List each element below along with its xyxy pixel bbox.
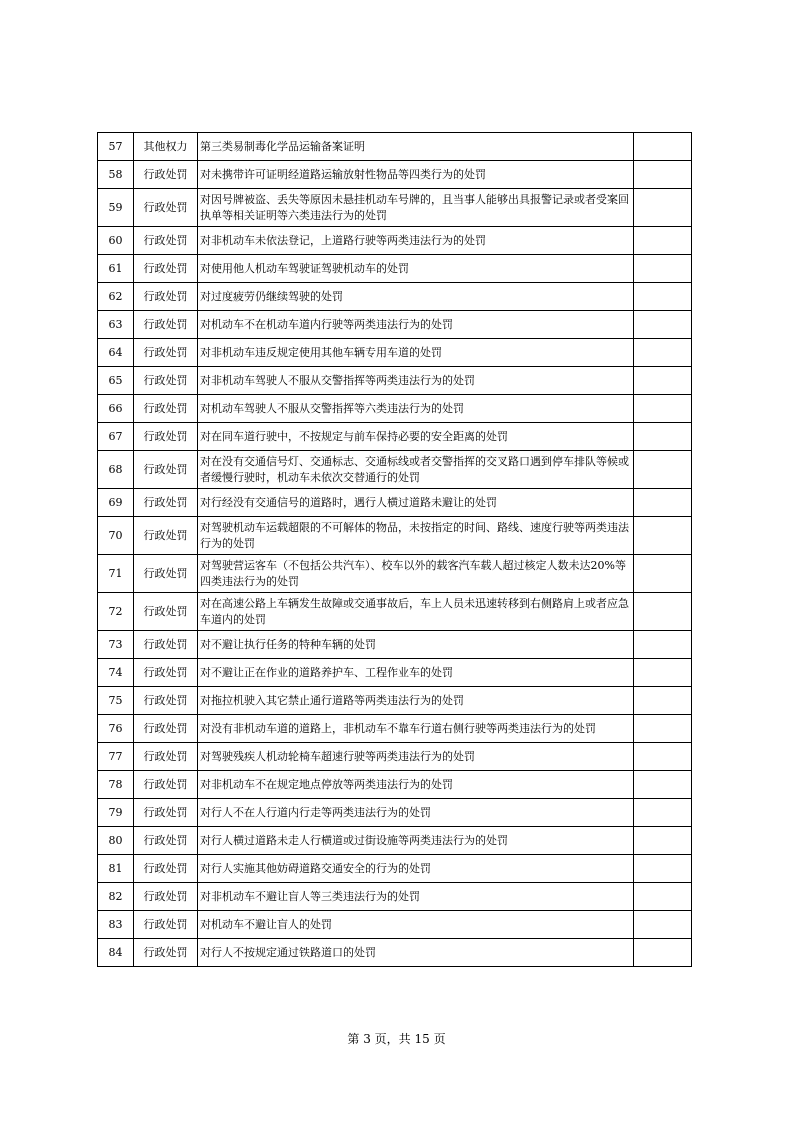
row-category: 行政处罚 [134, 423, 198, 451]
row-number: 74 [98, 659, 134, 687]
row-remark [634, 339, 692, 367]
row-category: 行政处罚 [134, 189, 198, 227]
row-item-name: 对行人实施其他妨碍道路交通安全的行为的处罚 [198, 855, 634, 883]
row-remark [634, 367, 692, 395]
row-category: 行政处罚 [134, 339, 198, 367]
row-category: 行政处罚 [134, 311, 198, 339]
row-item-name: 对不避让正在作业的道路养护车、工程作业车的处罚 [198, 659, 634, 687]
table-row [98, 451, 692, 489]
row-category: 行政处罚 [134, 593, 198, 631]
row-category: 行政处罚 [134, 555, 198, 593]
row-item-name: 对行人横过道路未走人行横道或过街设施等两类违法行为的处罚 [198, 827, 634, 855]
row-remark [634, 189, 692, 227]
row-number: 70 [98, 517, 134, 555]
row-remark [634, 423, 692, 451]
table-row [98, 489, 692, 517]
row-item-name: 对驾驶残疾人机动轮椅车超速行驶等两类违法行为的处罚 [198, 743, 634, 771]
row-remark [634, 517, 692, 555]
table-row [98, 659, 692, 687]
row-category: 行政处罚 [134, 517, 198, 555]
row-category: 行政处罚 [134, 367, 198, 395]
row-number: 76 [98, 715, 134, 743]
row-item-name: 对非机动车不在规定地点停放等两类违法行为的处罚 [198, 771, 634, 799]
row-category: 行政处罚 [134, 855, 198, 883]
row-number: 62 [98, 283, 134, 311]
table-row [98, 743, 692, 771]
table-row [98, 133, 692, 161]
row-category: 行政处罚 [134, 227, 198, 255]
row-number: 68 [98, 451, 134, 489]
row-number: 82 [98, 883, 134, 911]
row-number: 71 [98, 555, 134, 593]
row-remark [634, 133, 692, 161]
table-row [98, 911, 692, 939]
row-remark [634, 161, 692, 189]
row-remark [634, 311, 692, 339]
table-row [98, 715, 692, 743]
row-remark [634, 743, 692, 771]
row-category: 行政处罚 [134, 715, 198, 743]
row-number: 69 [98, 489, 134, 517]
row-category: 行政处罚 [134, 799, 198, 827]
row-item-name: 对机动车驾驶人不服从交警指挥等六类违法行为的处罚 [198, 395, 634, 423]
table-row [98, 555, 692, 593]
row-number: 84 [98, 939, 134, 967]
row-remark [634, 687, 692, 715]
row-number: 63 [98, 311, 134, 339]
row-item-name: 对机动车不在机动车道内行驶等两类违法行为的处罚 [198, 311, 634, 339]
row-remark [634, 715, 692, 743]
row-category: 行政处罚 [134, 631, 198, 659]
table-row [98, 771, 692, 799]
row-remark [634, 395, 692, 423]
table-row [98, 423, 692, 451]
row-remark [634, 255, 692, 283]
row-item-name: 第三类易制毒化学品运输备案证明 [198, 133, 634, 161]
table-row [98, 189, 692, 227]
power-list-table [97, 132, 692, 967]
row-category: 行政处罚 [134, 687, 198, 715]
row-category: 其他权力 [134, 133, 198, 161]
row-number: 80 [98, 827, 134, 855]
row-remark [634, 855, 692, 883]
row-item-name: 对非机动车未依法登记，上道路行驶等两类违法行为的处罚 [198, 227, 634, 255]
table-body [98, 133, 692, 967]
row-number: 57 [98, 133, 134, 161]
row-remark [634, 939, 692, 967]
row-number: 81 [98, 855, 134, 883]
row-category: 行政处罚 [134, 255, 198, 283]
row-item-name: 对非机动车不避让盲人等三类违法行为的处罚 [198, 883, 634, 911]
row-remark [634, 489, 692, 517]
row-category: 行政处罚 [134, 911, 198, 939]
row-remark [634, 827, 692, 855]
row-category: 行政处罚 [134, 939, 198, 967]
row-category: 行政处罚 [134, 659, 198, 687]
row-item-name: 对驾驶机动车运载超限的不可解体的物品，未按指定的时间、路线、速度行驶等两类违法行为的处罚 [198, 517, 634, 555]
row-category: 行政处罚 [134, 395, 198, 423]
row-item-name: 对不避让执行任务的特种车辆的处罚 [198, 631, 634, 659]
table-row [98, 161, 692, 189]
row-remark [634, 659, 692, 687]
row-remark [634, 283, 692, 311]
row-remark [634, 771, 692, 799]
row-remark [634, 227, 692, 255]
row-item-name: 对未携带许可证明经道路运输放射性物品等四类行为的处罚 [198, 161, 634, 189]
row-number: 72 [98, 593, 134, 631]
table-row [98, 883, 692, 911]
row-number: 77 [98, 743, 134, 771]
table-row [98, 517, 692, 555]
table-row [98, 631, 692, 659]
row-number: 73 [98, 631, 134, 659]
row-number: 64 [98, 339, 134, 367]
row-item-name: 对行人不在人行道内行走等两类违法行为的处罚 [198, 799, 634, 827]
row-category: 行政处罚 [134, 451, 198, 489]
row-remark [634, 631, 692, 659]
table-row [98, 311, 692, 339]
row-number: 65 [98, 367, 134, 395]
row-remark [634, 883, 692, 911]
row-item-name: 对驾驶营运客车（不包括公共汽车）、校车以外的载客汽车载人超过核定人数未达20%等四类违法行为的处罚 [198, 555, 634, 593]
row-number: 83 [98, 911, 134, 939]
table-row [98, 593, 692, 631]
table-row [98, 255, 692, 283]
row-number: 79 [98, 799, 134, 827]
row-category: 行政处罚 [134, 489, 198, 517]
row-category: 行政处罚 [134, 827, 198, 855]
row-category: 行政处罚 [134, 883, 198, 911]
table-row [98, 799, 692, 827]
row-category: 行政处罚 [134, 743, 198, 771]
row-number: 59 [98, 189, 134, 227]
table-row [98, 687, 692, 715]
table-row [98, 855, 692, 883]
page-footer: 第 3 页，共 15 页 [347, 1032, 446, 1046]
row-category: 行政处罚 [134, 283, 198, 311]
row-number: 67 [98, 423, 134, 451]
row-number: 66 [98, 395, 134, 423]
row-item-name: 对行经没有交通信号的道路时，遇行人横过道路未避让的处罚 [198, 489, 634, 517]
row-number: 58 [98, 161, 134, 189]
row-item-name: 对因号牌被盗、丢失等原因未悬挂机动车号牌的，且当事人能够出具报警记录或者受案回执单等相关证明等六类违法行为的处罚 [198, 189, 634, 227]
table-row [98, 827, 692, 855]
row-remark [634, 799, 692, 827]
row-item-name: 对没有非机动车道的道路上，非机动车不靠车行道右侧行驶等两类违法行为的处罚 [198, 715, 634, 743]
row-item-name: 对行人不按规定通过铁路道口的处罚 [198, 939, 634, 967]
row-item-name: 对使用他人机动车驾驶证驾驶机动车的处罚 [198, 255, 634, 283]
table-row [98, 283, 692, 311]
row-number: 75 [98, 687, 134, 715]
row-number: 61 [98, 255, 134, 283]
row-remark [634, 593, 692, 631]
row-item-name: 对在同车道行驶中，不按规定与前车保持必要的安全距离的处罚 [198, 423, 634, 451]
row-item-name: 对在高速公路上车辆发生故障或交通事故后，车上人员未迅速转移到右侧路肩上或者应急车道内的处罚 [198, 593, 634, 631]
row-number: 78 [98, 771, 134, 799]
row-item-name: 对机动车不避让盲人的处罚 [198, 911, 634, 939]
row-remark [634, 911, 692, 939]
row-number: 60 [98, 227, 134, 255]
row-category: 行政处罚 [134, 161, 198, 189]
row-item-name: 对非机动车驾驶人不服从交警指挥等两类违法行为的处罚 [198, 367, 634, 395]
row-item-name: 对在没有交通信号灯、交通标志、交通标线或者交警指挥的交叉路口遇到停车排队等候或者缓慢行驶时，机动车未依次交替通行的处罚 [198, 451, 634, 489]
row-item-name: 对非机动车违反规定使用其他车辆专用车道的处罚 [198, 339, 634, 367]
row-item-name: 对过度疲劳仍继续驾驶的处罚 [198, 283, 634, 311]
row-remark [634, 451, 692, 489]
table-row [98, 939, 692, 967]
row-remark [634, 555, 692, 593]
table-row [98, 367, 692, 395]
table-row [98, 339, 692, 367]
table-row [98, 395, 692, 423]
row-item-name: 对拖拉机驶入其它禁止通行道路等两类违法行为的处罚 [198, 687, 634, 715]
row-category: 行政处罚 [134, 771, 198, 799]
table-row [98, 227, 692, 255]
